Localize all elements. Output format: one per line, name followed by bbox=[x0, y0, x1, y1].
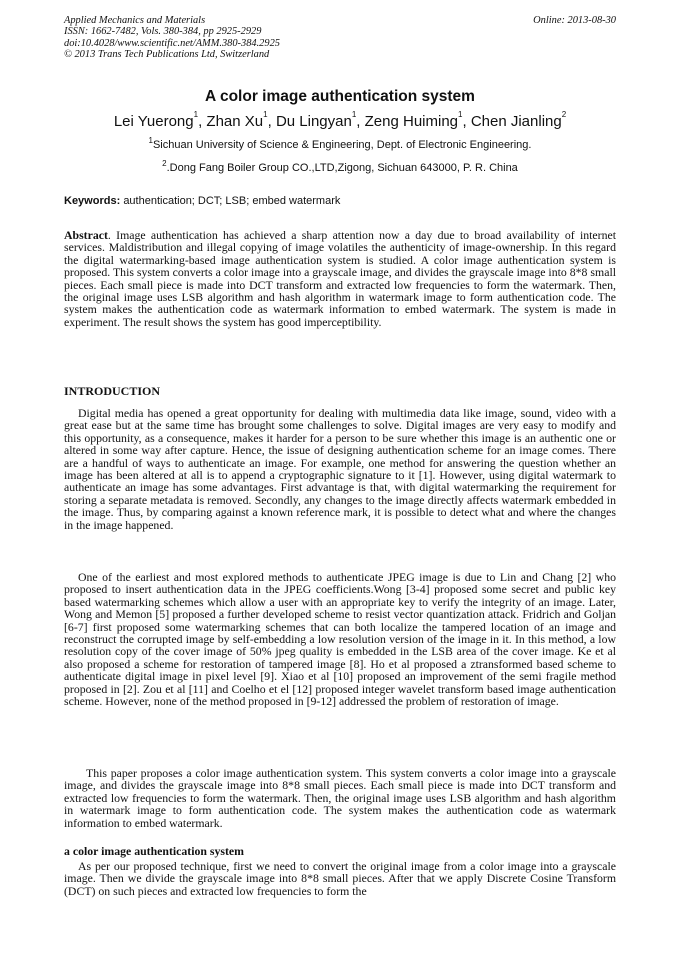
author-name: Du Lingyan bbox=[275, 113, 352, 130]
paper-title: A color image authentication system bbox=[205, 88, 475, 105]
abstract-label: Abstract bbox=[64, 228, 108, 242]
author-affiliation-mark: 1 bbox=[458, 110, 463, 119]
keywords bbox=[64, 194, 616, 208]
author-affiliation-mark: 1 bbox=[263, 110, 268, 119]
section-heading: a color image authentication system bbox=[64, 844, 244, 858]
author-name: Lei Yuerong bbox=[113, 113, 194, 130]
author-affiliation-mark: 1 bbox=[193, 110, 199, 119]
affiliation-mark: 2 bbox=[162, 159, 167, 168]
affiliation-mark: 1 bbox=[148, 136, 153, 145]
intro-paragraph: One of the earliest and most explored methods to authenticate JPEG image is due to Lin and Chang [2] who proposed to insert authentication data in the JPEG coefficients.Wong [3-4] proposed some secret and public key based watermarking schemes which allow a user with an appropriate key to verify the integrity of an image. Later, Wong and Memon [5] proposed a further developed scheme to resist vector quantization attack. Fridrich and Goljan [6-7] first proposed some watermarking schemes that can both localize the tampered location of an image and reconstruct the corrupted image by self-embedding a low resolution version of the image in it. In this method, a low resolution copy of the cover image of 50% jpeg quality is embedded in the LSB area of the cover image. Ke et al also proposed a scheme for restoration of tampered image [8]. Ho et al proposed a ztransformed based scheme to authenticate digital image in pixel level [9]. Xiao et al [10] proposed an improvement of the semi fragile method proposed in [2]. Zou et al [11] and Coelho et el [12] proposed integer wavelet transform based image authentication scheme. However, none of the method proposed in [9-12] addressed the problem of restoration of image. bbox=[64, 570, 616, 709]
author-name: Chen Jianling bbox=[470, 113, 562, 130]
journal-name: Applied Mechanics and Materials bbox=[64, 15, 206, 26]
author-name: Zeng Huiming bbox=[364, 113, 459, 130]
author-affiliation-mark: 1 bbox=[351, 110, 357, 119]
introduction-heading: INTRODUCTION bbox=[64, 384, 161, 398]
intro-paragraph: Digital media has opened a great opportunity for dealing with multimedia data like image, sound, video with a great ease but at the same time has brought some challenges to solve. Digital images are very easy to modify and this opportunity, as a consequence, makes it harder for a person to be sure whether this image is an authentic one or altered in some way after capture. Hence, the issue of designing authentication scheme for an image comes. There are a handful of ways to authenticate an image. For example, one method for answering the question whether an image has been altered at all is to append a cryptographic signature to it [1]. However, using digital watermark to authenticate an image has some advantages. First advantage is that, with digital watermarking the requirement for storing a separate metadata is removed. Secondly, any changes to the image directly affects watermark embedded in the image. Thus, by comparing against a known reference mark, it is possible to detect what and where the changes in the image happened. bbox=[64, 406, 616, 532]
author-affiliation-mark: 2 bbox=[561, 110, 567, 119]
affiliation-text: .Dong Fang Boiler Group CO.,LTD,Zigong, Sichuan 643000, P. R. China bbox=[166, 162, 518, 174]
author-name: Zhan Xu bbox=[206, 113, 264, 130]
affiliation-text: Sichuan University of Science & Engineering, Dept. of Electronic Engineering. bbox=[152, 139, 532, 151]
keywords-text: authentication; DCT; LSB; embed watermark bbox=[123, 195, 341, 207]
journal-header bbox=[64, 15, 616, 60]
issn-line: ISSN: 1662-7482, Vols. 380-384, pp 2925-2929 bbox=[64, 26, 262, 38]
affiliation-2 bbox=[64, 161, 616, 175]
copyright-line: © 2013 Trans Tech Publications Ltd, Switzerland bbox=[64, 48, 270, 60]
abstract bbox=[64, 229, 616, 328]
doi-line: doi:10.4028/www.scientific.net/AMM.380-384.2925 bbox=[64, 37, 280, 49]
section-paragraph: As per our proposed technique, first we need to convert the original image from a color image into a grayscale image. Then we divide the grayscale image into 8*8 small pieces. After that we apply Discrete Cosine Transform (DCT) on such pieces and extracted low frequencies to form the bbox=[64, 859, 616, 898]
author-list: Lei Yuerong$^1$, Zhan Xu$^1$, Du Lingyan$^1$, Zeng Huiming$^1$, Chen Jianling$^2$ bbox=[113, 110, 567, 130]
abstract-text: . Image authentication has achieved a sharp attention now a day due to broad availability of internet services. Maldistribution and illegal copying of image volatiles the authenticity of image-ownership. In this regard the digital watermarking-based image authentication system is studied. A color image authentication system is proposed. This system converts a color image into a grayscale image, and divides the grayscale image into 8*8 small pieces. Each small piece is made into DCT transform and extracted low frequencies to form the watermark. Then, the original image uses LSB algorithm and hash algorithm in watermark image to form authentication code. The system makes the authentication code as watermark information to embed watermark. The system is made in experiment. The result shows the system has good imperceptibility. bbox=[64, 228, 616, 329]
intro-paragraph: This paper proposes a color image authentication system. This system converts a color image into a grayscale image, and divides the grayscale image into 8*8 small pieces. Each small piece is made into DCT transform and extracted low frequencies to form the watermark. Then, the original image uses LSB algorithm and hash algorithm in watermark image to form authentication code. The system makes the authentication code as watermark information to embed watermark. bbox=[64, 766, 616, 830]
online-date: Online: 2013-08-30 bbox=[533, 15, 616, 26]
affiliation-1 bbox=[64, 138, 616, 152]
keywords-label: Keywords: bbox=[64, 195, 121, 207]
